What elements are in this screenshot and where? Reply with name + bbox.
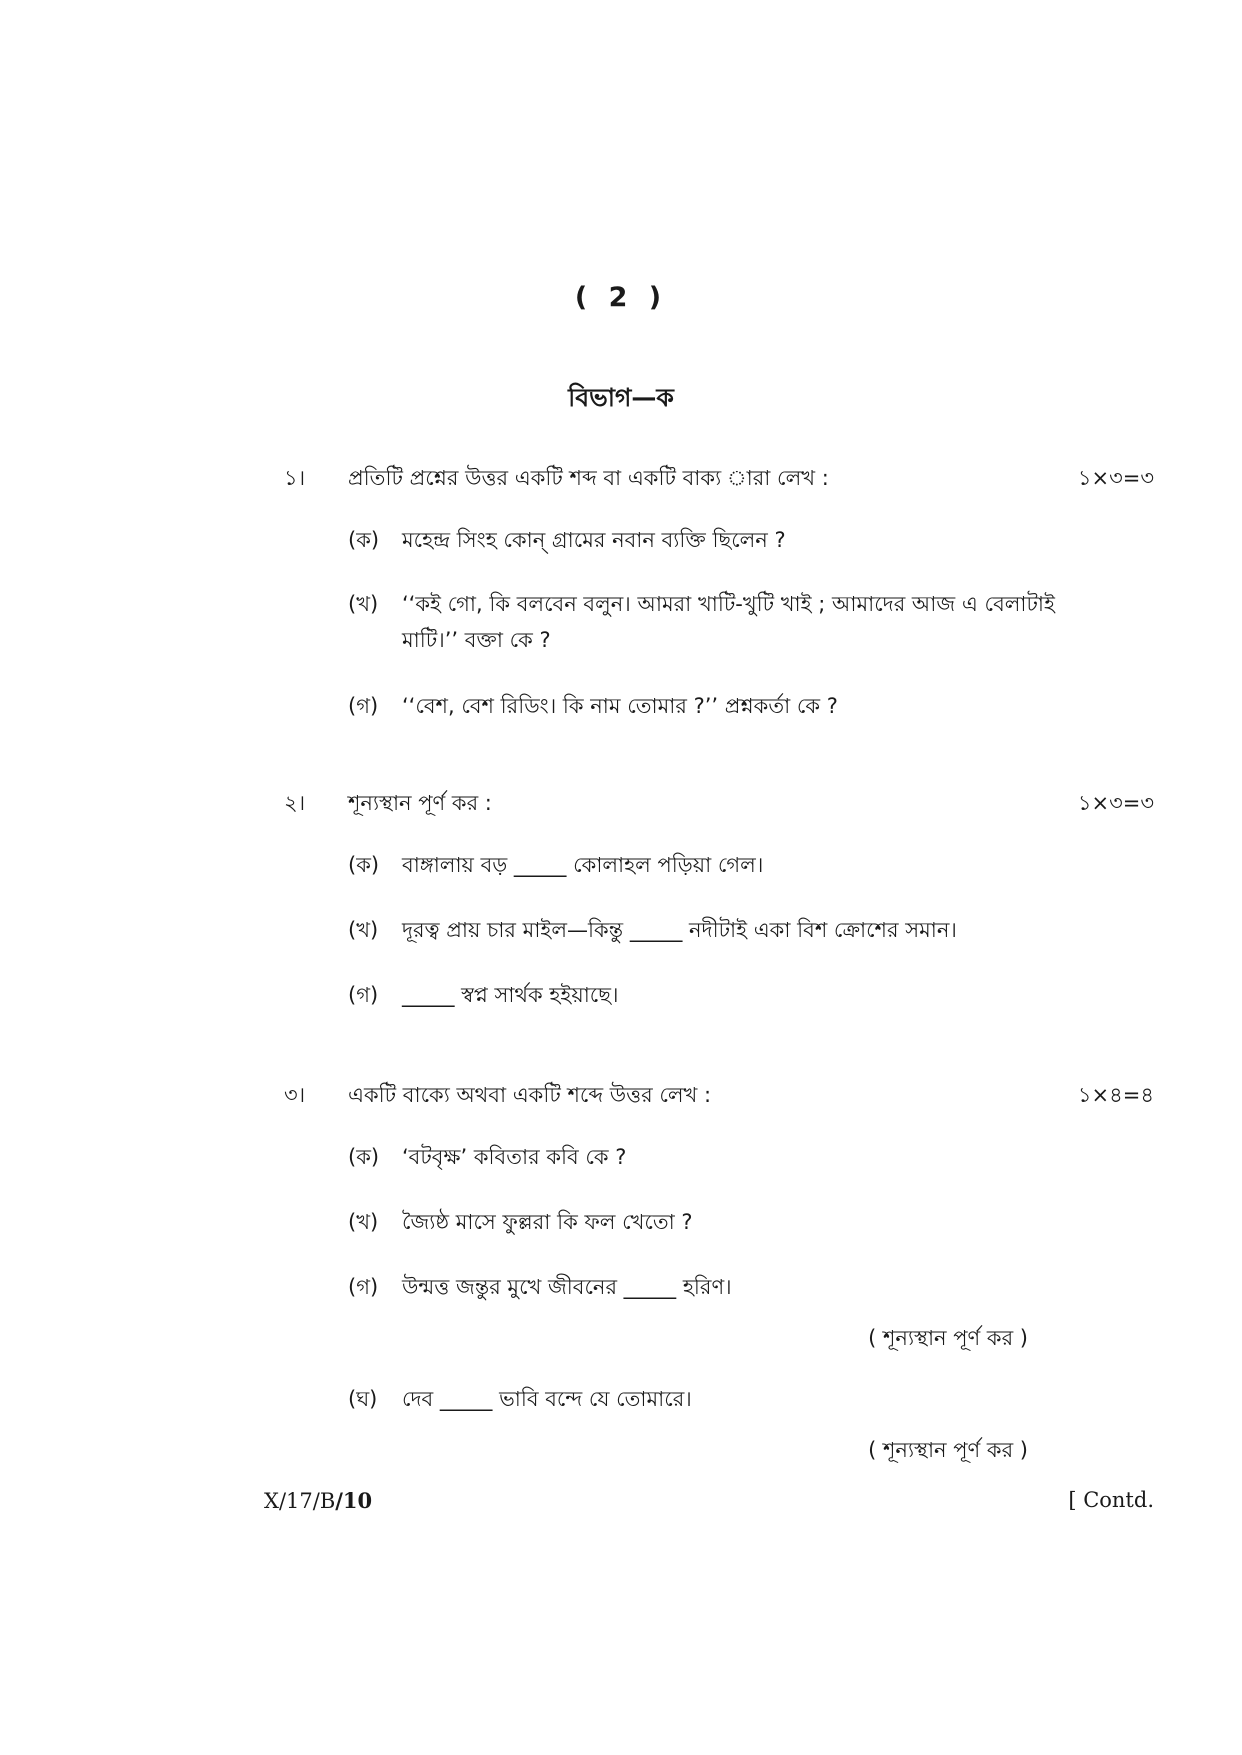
item-text: ‘বটবৃক্ষ’ কবিতার কবি কে ? [402, 1145, 627, 1169]
item-label: (খ) [348, 592, 379, 616]
item-text: বাঙ্গালায় বড় _____ কোলাহল পড়িয়া গেল। [402, 853, 764, 877]
question-item [348, 847, 1108, 887]
question-item [348, 688, 1108, 728]
item-text: ‘‘কই গো, কি বলবেন বলুন। আমরা খাটি-খুটি খাই ; আমাদের আজ এ বেলাটাই মাটি।’’ বক্তা কে ? [402, 592, 1055, 652]
question-item [348, 977, 1108, 1017]
question-marks: ১×৩=৩ [1077, 791, 1154, 815]
paper-code [264, 1488, 372, 1513]
item-text: ‘‘বেশ, বেশ রিডিং। কি নাম তোমার ?’’ প্রশ্নকর্তা কে ? [402, 694, 838, 718]
item-label: (ঘ) [348, 1387, 378, 1411]
question-2-header [284, 787, 1154, 821]
question-instruction: শূন্যস্থান পূর্ণ কর : [348, 791, 492, 815]
item-label: (ক) [348, 853, 380, 877]
question-marks: ১×৩=৩ [1077, 466, 1154, 490]
question-3-header [284, 1079, 1154, 1113]
question-instruction: একটি বাক্যে অথবা একটি শব্দে উত্তর লেখ : [348, 1083, 712, 1107]
question-item [348, 1204, 1108, 1244]
question-instruction: প্রতিটি প্রশ্নের উত্তর একটি শব্দ বা একটি বাক্য ারা লেখ : [348, 466, 829, 490]
item-label: (খ) [348, 918, 379, 942]
item-text: _____ স্বপ্ন সার্থক হইয়াছে। [402, 983, 619, 1007]
question-number: ৩। [284, 1083, 306, 1107]
page-number: ( 2 ) [574, 282, 668, 313]
question-number: ১। [284, 466, 306, 490]
question-item [348, 1139, 1108, 1179]
question-marks: ১×৪=৪ [1077, 1083, 1154, 1107]
question-1-header [284, 462, 1154, 496]
paper-code-prefix: X/17/B [264, 1489, 336, 1513]
item-text: দেব _____ ভাবি বন্দে যে তোমারে। [402, 1387, 692, 1411]
item-label: (গ) [348, 983, 379, 1007]
item-text: মহেন্দ্র সিংহ কোন্ গ্রামের নবান ব্যক্তি ছিলেন ? [402, 528, 786, 552]
question-item [348, 1381, 1108, 1421]
item-label: (খ) [348, 1210, 379, 1234]
item-text: জ্যৈষ্ঠ মাসে ফুল্লরা কি ফল খেতো ? [402, 1210, 693, 1234]
section-title: বিভাগ—ক [568, 383, 674, 412]
question-item [348, 586, 1108, 662]
item-text: উন্মত্ত জন্তুর মুখে জীবনের _____ হরিণ। [402, 1275, 732, 1299]
continued-marker: [ Contd. [1068, 1488, 1154, 1512]
question-item [348, 522, 1108, 562]
item-label: (গ) [348, 1275, 379, 1299]
item-label: (ক) [348, 528, 380, 552]
question-item [348, 912, 1108, 952]
question-item [348, 1269, 1108, 1309]
fill-blank-note: ( শূন্যস্থান পূর্ণ কর ) [868, 1438, 1028, 1462]
question-number: ২। [284, 791, 306, 815]
fill-blank-note: ( শূন্যস্থান পূর্ণ কর ) [868, 1326, 1028, 1350]
item-label: (গ) [348, 694, 379, 718]
item-text: দূরত্ব প্রায় চার মাইল—কিন্তু _____ নদীটাই একা বিশ ক্রোশের সমান। [402, 918, 957, 942]
item-label: (ক) [348, 1145, 380, 1169]
paper-code-suffix: /10 [335, 1488, 373, 1513]
